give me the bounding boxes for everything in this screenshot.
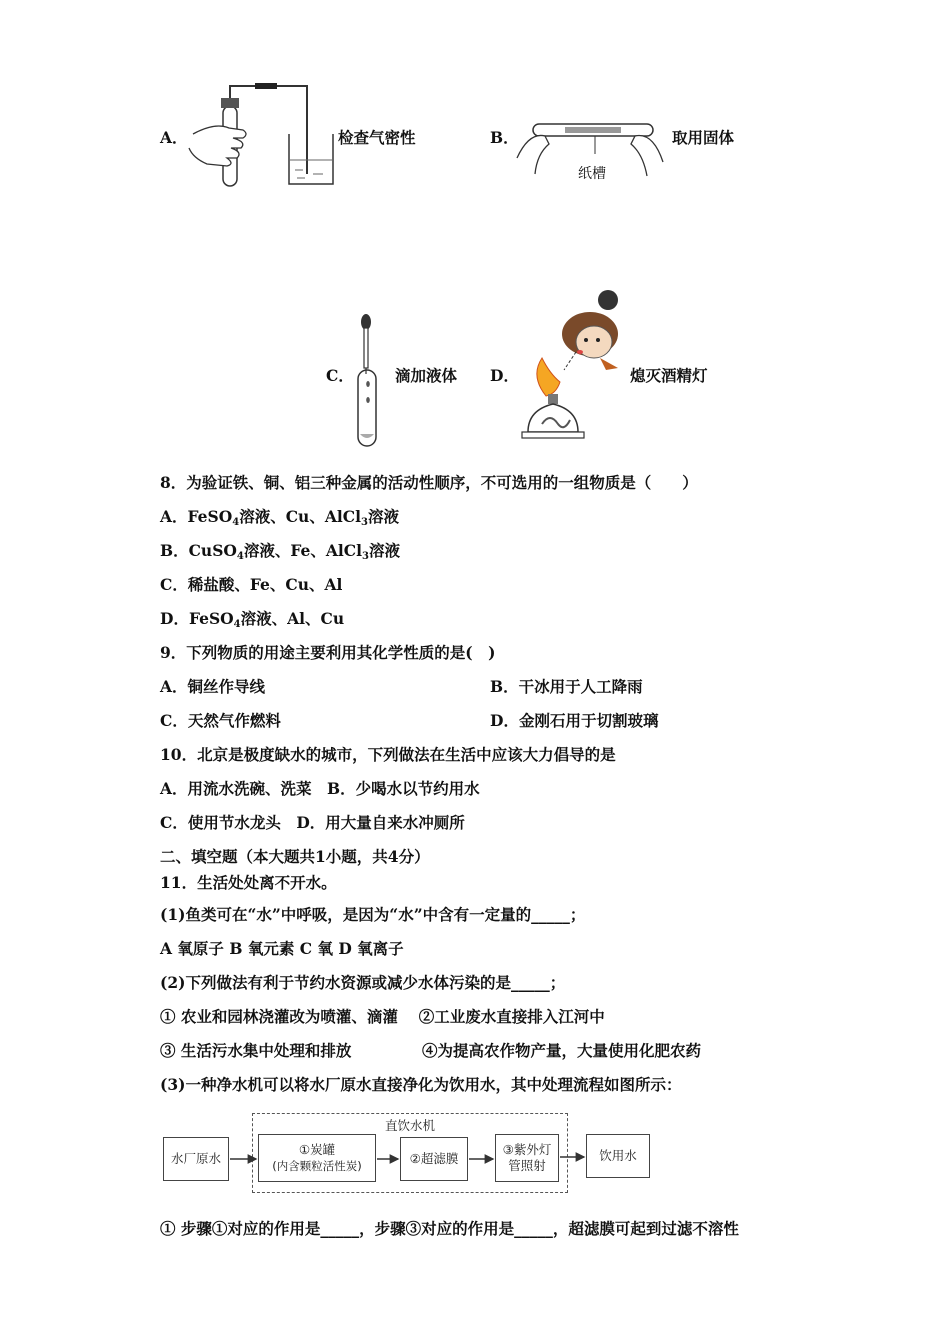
q11-stem: 11．生活处处离不开水。 (160, 873, 337, 892)
flow-step1: ①炭罐 (内含颗粒活性炭) (258, 1134, 376, 1182)
q11-part3: (3)一种净水机可以将水厂原水直接净化为饮用水，其中处理流程如图所示： (160, 1075, 682, 1094)
q10-options-cd: C．使用节水龙头 D．用大量自来水冲厕所 (160, 813, 465, 832)
option-a-label: A． (160, 128, 188, 147)
option-c-label: C． (326, 366, 354, 385)
q11-part2-options-12: ① 农业和园林浇灌改为喷灌、滴灌 ②工业废水直接排入江河中 (160, 1007, 605, 1026)
flow-step3: ③紫外灯 管照射 (495, 1134, 559, 1182)
q11-part2-option-4: ④为提高农作物产量，大量使用化肥农药 (422, 1041, 702, 1060)
q10-stem: 10．北京是极度缺水的城市，下列做法在生活中应该大力倡导的是 (160, 745, 616, 764)
q10-options-ab: A．用流水洗碗、洗菜 B．少喝水以节约用水 (160, 779, 480, 798)
q11-part2: (2)下列做法有利于节约水资源或减少水体污染的是_____； (160, 973, 566, 992)
option-c-caption: 滴加液体 (395, 366, 458, 385)
q11-part2-option-3: ③ 生活污水集中处理和排放 (160, 1041, 352, 1060)
q8-stem: 8．为验证铁、铜、铝三种金属的活动性顺序，不可选用的一组物质是（ ） (160, 473, 698, 492)
paper-tray-label: 纸槽 (578, 166, 606, 182)
q8-option-c: C．稀盐酸、Fe、Cu、Al (160, 575, 343, 594)
q11-part3-question: ① 步骤①对应的作用是_____，步骤③对应的作用是_____，超滤膜可起到过滤不溶性 (160, 1219, 739, 1238)
option-a-caption: 检查气密性 (338, 128, 416, 147)
q8-option-a: A．FeSO$_4$溶液、Cu、AlCl$_3$溶液 (160, 507, 399, 528)
option-d-label: D． (490, 366, 519, 385)
q9-stem: 9．下列物质的用途主要利用其化学性质的是( ) (160, 643, 496, 662)
option-d-caption: 熄灭酒精灯 (630, 366, 708, 385)
q9-option-a: A．铜丝作导线 (160, 677, 266, 696)
flow-step2: ②超滤膜 (400, 1137, 468, 1181)
q9-option-b: B．干冰用于人工降雨 (490, 677, 643, 696)
flow-title: 直饮水机 (384, 1118, 435, 1133)
option-b-label: B． (490, 128, 519, 147)
section-heading: 二、填空题（本大题共1小题，共4分） (160, 847, 430, 866)
option-b-caption: 取用固体 (672, 128, 735, 147)
q9-option-c: C．天然气作燃料 (160, 711, 281, 730)
q11-part1: (1)鱼类可在“水”中呼吸，是因为“水”中含有一定量的_____； (160, 905, 586, 924)
q8-option-b: B．CuSO$_4$溶液、Fe、AlCl$_3$溶液 (160, 541, 401, 562)
q8-option-d: D．FeSO$_4$溶液、Al、Cu (160, 609, 345, 630)
flow-output: 饮用水 (586, 1134, 650, 1178)
flow-raw-water: 水厂原水 (163, 1137, 229, 1181)
q11-part1-options: A 氧原子 B 氧元素 C 氧 D 氧离子 (160, 939, 404, 958)
q9-option-d: D．金刚石用于切割玻璃 (490, 711, 659, 730)
